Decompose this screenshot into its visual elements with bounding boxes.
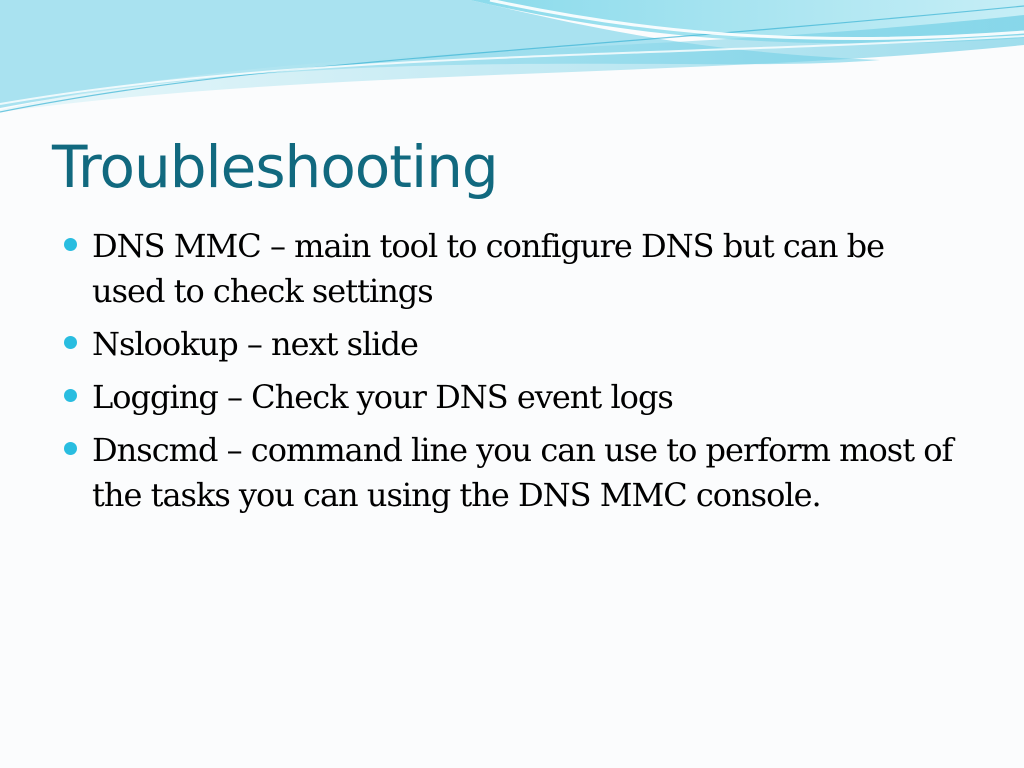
bullet-dot-icon bbox=[64, 389, 77, 402]
bullet-dot-icon bbox=[64, 336, 77, 349]
bullet-dot-icon bbox=[64, 238, 77, 251]
bullet-item bbox=[64, 322, 964, 367]
bullet-item bbox=[64, 375, 964, 420]
bullet-text: Nslookup – next slide bbox=[92, 325, 418, 363]
bullet-text: Logging – Check your DNS event logs bbox=[92, 378, 673, 416]
bullet-item bbox=[64, 428, 964, 518]
bullet-text: DNS MMC – main tool to configure DNS but can be used to check settings bbox=[92, 227, 885, 310]
slide-title: Troubleshooting bbox=[52, 133, 498, 201]
bullet-text: Dnscmd – command line you can use to perform most of the tasks you can using the DNS MMC console. bbox=[92, 431, 953, 514]
bullet-list bbox=[64, 224, 964, 526]
bullet-dot-icon bbox=[64, 442, 77, 455]
decorative-wave-banner bbox=[0, 0, 1024, 130]
bullet-item bbox=[64, 224, 964, 314]
